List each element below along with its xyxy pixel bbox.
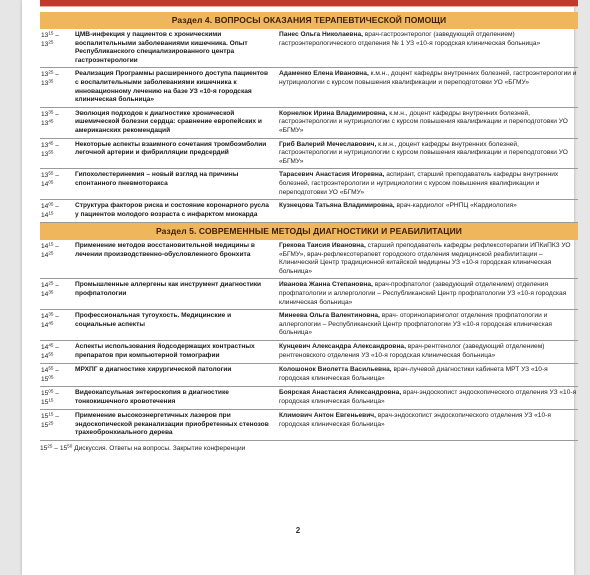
section-header: Раздел 5. СОВРЕМЕННЫЕ МЕТОДЫ ДИАГНОСТИКИ И РЕАБИЛИТАЦИИ xyxy=(40,223,578,240)
start-hour: 14 xyxy=(41,313,49,321)
speaker-name: Кузнецова Татьяна Владимировна, xyxy=(279,202,395,210)
speaker-name: Климович Антон Евгеньевич, xyxy=(279,412,376,420)
start-hour: 13 xyxy=(41,110,49,118)
program-row xyxy=(40,108,578,139)
speaker-name: Минеева Ольга Валентиновна, xyxy=(279,312,380,320)
end-hour: 14 xyxy=(41,181,49,189)
start-minute: 45 xyxy=(48,140,54,146)
start-minute: 05 xyxy=(48,201,54,207)
start-hour: 15 xyxy=(40,444,48,452)
end-minute: 35 xyxy=(48,290,54,296)
speaker-role: аспирант, старший преподаватель кафедры внутренних болезней, гастроэнтерологии и нутрициологии с курсом повышения квалификации и переподготовки УО «БГМУ» xyxy=(279,171,559,196)
time-range: $15^{05} - 15^{15}$ xyxy=(41,388,59,407)
time-range: $14^{45} - 14^{55}$ xyxy=(41,342,59,361)
end-minute: 45 xyxy=(48,118,54,124)
start-hour: 14 xyxy=(41,243,49,251)
speaker-info xyxy=(273,312,578,338)
start-hour: 14 xyxy=(41,203,49,211)
speaker-name: Тарасевич Анастасия Игоревна, xyxy=(279,171,385,179)
talk-topic: Некоторые аспекты взаимного сочетания тромбоэмболии легочной артерии и фибрилляции предсердий xyxy=(75,140,267,157)
start-minute: 35 xyxy=(48,311,54,317)
start-hour: 15 xyxy=(41,390,49,398)
program-row xyxy=(40,29,578,68)
time-range: $14^{05} - 14^{15}$ xyxy=(41,201,59,220)
end-hour: 13 xyxy=(41,80,49,88)
speaker-info xyxy=(273,202,578,220)
talk-topic: ЦМВ-инфекция у пациентов с хроническими воспалительными заболеваниями кишечника. Опыт Республиканского специализированного центра гастроэнтерологии xyxy=(75,31,248,64)
talk-topic: Видеокапсульная энтероскопия в диагностике тонкокишечного кровотечения xyxy=(75,389,229,405)
end-hour: 15 xyxy=(41,399,49,407)
program-table xyxy=(40,12,578,453)
document-page xyxy=(22,0,577,575)
end-minute: 15 xyxy=(48,397,54,403)
speaker-name: Боярская Анастасия Александровна, xyxy=(279,389,402,397)
speaker-role: врач-лучевой диагностики кабинета МРТ УЗ «10-я городская клиническая больница» xyxy=(279,366,548,382)
speaker-role: старший преподаватель кафедры рефлексотерапии ИПКиПКЗ УО «БГМУ», врач-рефлексотерапевт городского отделения медицинской реабилитации – Клинический Центр традиционной китайской медицины УЗ «10-я городская клиническая больница» xyxy=(279,242,571,275)
section-header: Раздел 4. ВОПРОСЫ ОКАЗАНИЯ ТЕРАПЕВТИЧЕСКОЙ ПОМОЩИ xyxy=(40,12,578,29)
talk-topic: Применение высокоэнергетичных лазеров при эндоскопической реканализации приобретенных стенозов трахеобронхиального дерева xyxy=(75,412,269,437)
program-row xyxy=(40,410,578,441)
start-hour: 13 xyxy=(41,141,49,149)
program-row xyxy=(40,169,578,200)
speaker-name: Гриб Валерий Мечеславович, xyxy=(279,140,377,148)
end-minute: 05 xyxy=(48,180,54,186)
end-hour: 13 xyxy=(41,150,49,158)
speaker-role: врач-рентгенолог (заведующий отделением) рентгеновского отделения УЗ «10-я городская клиническая больница» xyxy=(279,343,545,359)
talk-topic: Применение методов восстановительной медицины в лечении производственно-обусловленного бронхита xyxy=(75,242,255,258)
program-row xyxy=(40,279,578,310)
time-range: $14^{25} - 14^{35}$ xyxy=(41,281,59,299)
start-hour: 14 xyxy=(41,367,49,375)
speaker-name: Корнелюк Ирина Владимировна, xyxy=(279,109,388,117)
start-minute: 45 xyxy=(48,342,54,348)
program-row xyxy=(40,387,578,410)
speaker-name: Панес Ольга Николаевна, xyxy=(279,31,363,38)
talk-topic: МРХПГ в диагностике хирургической патологии xyxy=(75,366,232,374)
speaker-info xyxy=(273,141,578,167)
program-row xyxy=(40,139,578,170)
start-hour: 14 xyxy=(41,344,49,352)
end-minute: 25 xyxy=(48,39,54,45)
speaker-role: врач-эндоскопист эндоскопического отделения УЗ «10-я городская клиническая больница» xyxy=(279,389,577,405)
speaker-name: Грекова Таисия Ивановна, xyxy=(279,242,366,250)
talk-topic: Структура факторов риска и состояние коронарного русла у пациентов молодого возраста с инфарктом миокарда xyxy=(75,202,269,218)
time-range: $15^{15} - 15^{25}$ xyxy=(41,411,59,430)
page-number: 2 xyxy=(295,526,301,535)
start-minute: 15 xyxy=(48,241,54,247)
speaker-name: Колошонок Виолетта Васильевна, xyxy=(279,366,392,374)
speaker-info xyxy=(273,412,578,438)
speaker-role: врач-профпатолог (заведующий отделением) отделения профпатологии и аллергологии – Республиканский Центр профпатологии УЗ «10-я городская клиническая больница» xyxy=(279,281,567,306)
end-hour: 14 xyxy=(41,322,49,330)
time-range: $13^{45} - 13^{55}$ xyxy=(41,140,59,158)
end-minute: 55 xyxy=(48,149,54,155)
speaker-role: врач-кардиолог «РНПЦ «Кардиология» xyxy=(396,202,517,210)
closing-row: $15^{25} - 15^{50}$ Дискуссия. Ответы на вопросы. Закрытие конференции xyxy=(40,443,246,452)
speaker-info xyxy=(273,31,578,65)
start-minute: 35 xyxy=(48,109,54,115)
speaker-info xyxy=(273,242,578,276)
program-row xyxy=(40,364,578,387)
speaker-info xyxy=(273,70,578,104)
talk-topic: Профессиональная тугоухость. Медицинские и социальные аспекты xyxy=(75,312,232,328)
end-hour: 13 xyxy=(41,119,49,127)
speaker-role: к.м.н., доцент кафедры внутренних болезней, гастроэнтерологии и нутрициологии с курсом повышения квалификации и переподготовки УО «БГМУ» xyxy=(279,140,568,165)
speaker-role: врач-гастроэнтеролог (заведующий отделением) гастроэнтерологического отделения № 1 УЗ «10-я городская клиническая больница» xyxy=(279,31,541,47)
talk-topic: Эволюция подходов к диагностике хронической ишемической болезни сердца: сравнение европейских и американских рекомендаций xyxy=(75,109,262,134)
program-row xyxy=(40,341,578,364)
speaker-name: Кунцевич Александра Александровна, xyxy=(279,343,406,351)
start-minute: 55 xyxy=(48,365,54,371)
start-hour: 14 xyxy=(41,282,49,290)
speaker-name: Адаменко Елена Ивановна, xyxy=(279,70,369,78)
program-row xyxy=(40,200,578,223)
program-row xyxy=(40,68,578,107)
end-minute: 50 xyxy=(67,443,73,449)
end-minute: 05 xyxy=(48,374,54,380)
start-hour: 13 xyxy=(41,172,49,180)
end-hour: 13 xyxy=(41,41,49,48)
start-hour: 15 xyxy=(41,413,49,421)
time-range: $13^{15} - 13^{25}$ xyxy=(41,30,59,48)
speaker-info xyxy=(273,171,578,197)
start-minute: 05 xyxy=(48,388,54,394)
speaker-role: к.м.н., доцент кафедры внутренних болезней, гастроэнтерологии и нутрициологии с курсом повышения квалификации и переподготовки УО «БГМУ» xyxy=(279,109,568,134)
end-hour: 15 xyxy=(41,376,49,384)
time-range: $13^{35} - 13^{45}$ xyxy=(41,109,59,127)
time-range: $13^{55} - 14^{05}$ xyxy=(41,171,59,189)
start-minute: 15 xyxy=(48,30,54,36)
start-minute: 25 xyxy=(47,443,53,449)
speaker-info xyxy=(273,110,578,136)
time-range: $13^{25} - 13^{35}$ xyxy=(41,70,59,88)
talk-topic: Реализация Программы расширенного доступа пациентов с воспалительными заболеваниями кишечника к инновационному лечению на базе УЗ «10-я городская клиническая больница» xyxy=(75,70,268,104)
top-rule xyxy=(40,0,578,7)
time-range: $14^{35} - 14^{45}$ xyxy=(41,311,59,330)
talk-topic: Гипохолестеринемия – новый взгляд на причины спонтанного пневмоторакса xyxy=(75,171,239,187)
speaker-info xyxy=(273,389,578,407)
end-hour: 14 xyxy=(41,291,49,299)
start-hour: 13 xyxy=(41,32,49,39)
speaker-role: врач-эндоскопист эндоскопического отделения УЗ «10-я городская клиническая больница» xyxy=(279,412,551,428)
program-row xyxy=(40,310,578,341)
speaker-role: к.м.н., доцент кафедры внутренних болезней, гастроэнтерологии и нутрициологии с курсом повышения квалификации и переподготовки УО «БГМУ» xyxy=(279,70,577,86)
speaker-role: врач- оториноларинголог отделения профпатологии и аллергологии – Республиканский Центр профпатологии УЗ «10-я городская клиническая больница» xyxy=(279,312,552,337)
end-minute: 25 xyxy=(48,250,54,256)
speaker-info xyxy=(273,281,578,307)
end-hour: 15 xyxy=(59,444,68,452)
start-hour: 13 xyxy=(41,71,49,79)
time-range: $14^{55} - 15^{05}$ xyxy=(41,365,59,384)
end-hour: 14 xyxy=(41,252,49,260)
end-minute: 25 xyxy=(48,420,54,426)
end-minute: 15 xyxy=(48,210,54,216)
speaker-name: Иванова Жанна Степановна, xyxy=(279,281,373,289)
speaker-info xyxy=(273,343,578,361)
speaker-info xyxy=(273,366,578,384)
talk-topic: Промышленные аллергены как инструмент диагностики профпатологии xyxy=(75,281,262,298)
closing-text: Дискуссия. Ответы на вопросы. Закрытие конференции xyxy=(74,444,246,452)
end-minute: 45 xyxy=(48,320,54,326)
talk-topic: Аспекты использования йодсодержащих контрастных препаратов при компьютерной томографии xyxy=(75,343,255,359)
end-hour: 14 xyxy=(41,353,49,361)
start-minute: 25 xyxy=(48,281,54,287)
time-range: $14^{15} - 14^{25}$ xyxy=(41,241,59,260)
end-hour: 15 xyxy=(41,422,49,430)
start-minute: 15 xyxy=(48,411,54,417)
start-minute: 25 xyxy=(48,70,54,76)
start-minute: 55 xyxy=(48,171,54,177)
end-hour: 14 xyxy=(41,212,49,220)
program-row xyxy=(40,240,578,279)
end-minute: 35 xyxy=(48,79,54,85)
end-minute: 55 xyxy=(48,351,54,357)
